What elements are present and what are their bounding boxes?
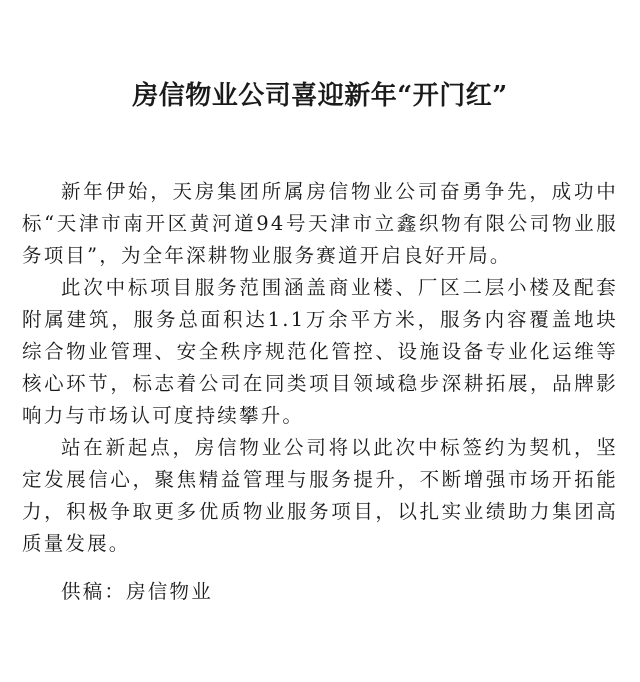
paragraph-1: 新年伊始，天房集团所属房信物业公司奋勇争先，成功中标“天津市南开区黄河道94号天津市立鑫织物有限公司物业服务项目”，为全年深耕物业服务赛道开启良好开局。 [22, 180, 618, 267]
article-body [22, 176, 618, 560]
paragraph-3: 站在新起点，房信物业公司将以此次中标签约为契机，坚定发展信心，聚焦精益管理与服务提升，不断增强市场开拓能力，积极争取更多优质物业服务项目，以扎实业绩助力集团高质量发展。 [22, 436, 618, 555]
article-title: 房信物业公司喜迎新年“开门红” [132, 81, 508, 111]
article-credit: 供稿：房信物业 [61, 580, 213, 603]
paragraph-2: 此次中标项目服务范围涵盖商业楼、厂区二层小楼及配套附属建筑，服务总面积达1.1万余平方米，服务内容覆盖地块综合物业管理、安全秩序规范化管控、设施设备专业化运维等核心环节，标志着公司在同类项目领域稳步深耕拓展，品牌影响力与市场认可度持续攀升。 [22, 276, 618, 427]
